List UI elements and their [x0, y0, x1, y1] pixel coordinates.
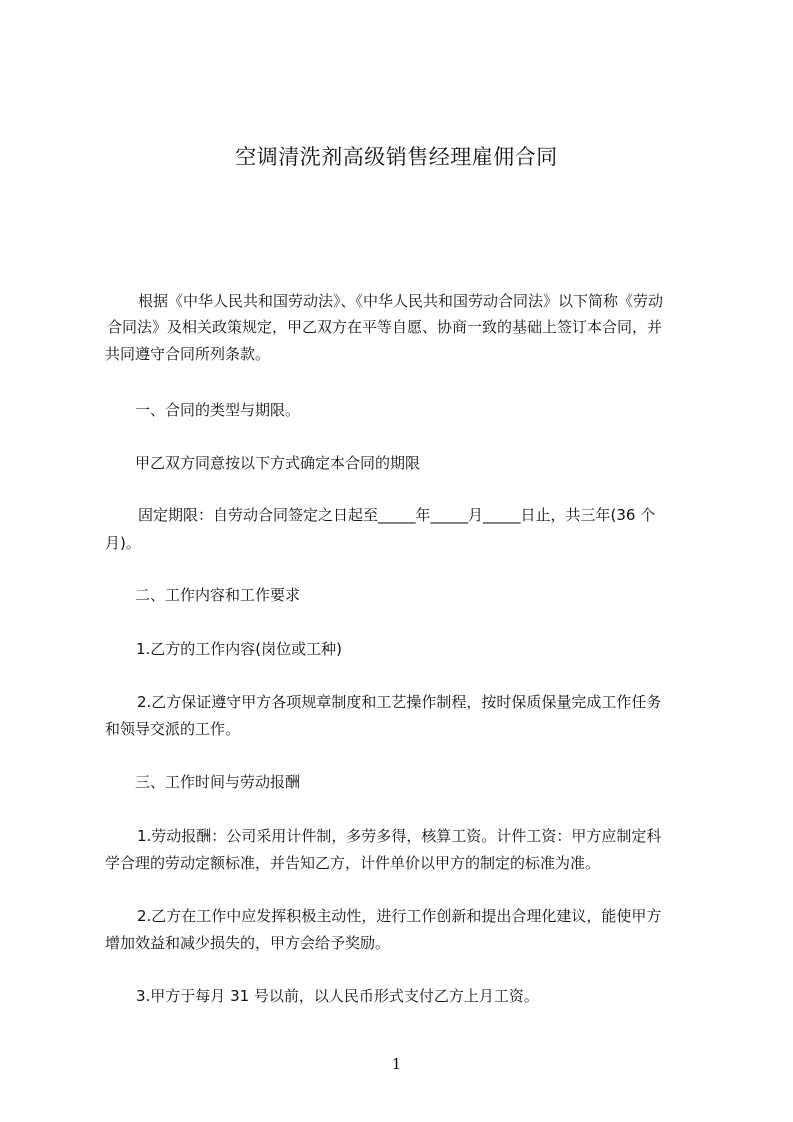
section-3-item-1b: 学合理的劳动定额标准，并告知乙方，计件单价以甲方的制定的标准为准。 [105, 854, 601, 872]
intro-line-3: 共同遵守合同所列条款。 [105, 345, 271, 363]
section-1-heading: 一、合同的类型与期限。 [135, 401, 301, 419]
section-2-item-1: 1.乙方的工作内容(岗位或工种) [136, 640, 343, 658]
section-1-line-1: 甲乙双方同意按以下方式确定本合同的期限 [135, 454, 421, 472]
intro-line-1: 根据《中华人民共和国劳动法》、《中华人民共和国劳动合同法》以下简称《劳动 [138, 292, 664, 310]
intro-line-2: 合同法》及相关政策规定，甲乙双方在平等自愿、协商一致的基础上签订本合同，并 [107, 318, 663, 336]
document-title: 空调清洗剂高级销售经理雇佣合同 [235, 145, 558, 169]
section-3-item-2b: 增加效益和减少损失的，甲方会给予奖励。 [105, 934, 391, 952]
section-3-item-3: 3.甲方于每月 31 号以前，以人民币形式支付乙方上月工资。 [136, 987, 539, 1005]
section-1-line-2a: 固定期限：自劳动合同签定之日起至_____年_____月_____日止，共三年(36 个 [138, 506, 656, 524]
section-3-item-2a: 2.乙方在工作中应发挥积极主动性，进行工作创新和提出合理化建议，能使甲方 [137, 907, 662, 925]
section-3-heading: 三、工作时间与劳动报酬 [135, 773, 301, 791]
section-3-item-1a: 1.劳动报酬：公司采用计件制，多劳多得，核算工资。计件工资：甲方应制定科 [137, 827, 662, 845]
section-1-line-2b: 月)。 [105, 534, 141, 552]
page-number: 1 [391, 1055, 402, 1073]
section-2-heading: 二、工作内容和工作要求 [135, 586, 301, 604]
section-2-item-2b: 和领导交派的工作。 [105, 720, 241, 738]
section-2-item-2a: 2.乙方保证遵守甲方各项规章制度和工艺操作制程，按时保质保量完成工作任务 [137, 693, 662, 711]
